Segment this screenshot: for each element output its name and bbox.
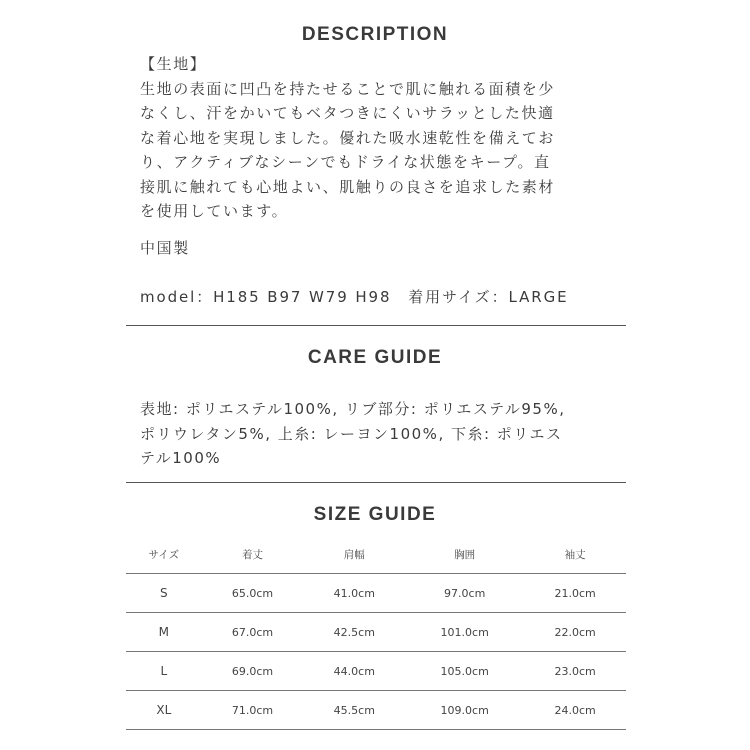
size-table-header-row	[126, 535, 626, 574]
length-cell: 71.0cm	[202, 691, 304, 730]
length-cell: 69.0cm	[202, 652, 304, 691]
size-cell: L	[126, 652, 202, 691]
chest-cell: 97.0cm	[405, 574, 524, 613]
sleeve-cell: 22.0cm	[524, 613, 626, 652]
header-size: サイズ	[148, 548, 180, 561]
size-table	[126, 535, 626, 730]
model-info: model：H185 B97 W79 H98 着用サイズ：LARGE	[140, 288, 569, 306]
material-heading: 【生地】	[140, 55, 207, 73]
sleeve-cell: 21.0cm	[524, 574, 626, 613]
size-guide-title: SIZE GUIDE	[313, 504, 437, 525]
description-line: 生地の表面に凹凸を持たせることで肌に触れる面積を少	[140, 79, 556, 98]
header-shoulder: 肩幅	[343, 548, 365, 561]
care-guide-body	[140, 397, 620, 471]
table-row	[126, 613, 626, 652]
size-cell: XL	[126, 691, 202, 730]
section-divider	[126, 325, 626, 326]
chest-cell: 105.0cm	[405, 652, 524, 691]
chest-cell: 109.0cm	[405, 691, 524, 730]
origin-text: 中国製	[140, 238, 190, 257]
table-row	[126, 652, 626, 691]
description-body	[140, 52, 620, 310]
size-cell: S	[126, 574, 202, 613]
care-guide-title: CARE GUIDE	[307, 347, 443, 368]
shoulder-cell: 42.5cm	[303, 613, 405, 652]
description-line: な着心地を実現しました。優れた吸水速乾性を備えてお	[140, 128, 556, 147]
description-title: DESCRIPTION	[301, 24, 449, 45]
care-line: テル100%	[140, 449, 222, 467]
header-chest: 胸囲	[454, 548, 476, 561]
shoulder-cell: 41.0cm	[303, 574, 405, 613]
care-line: 表地: ポリエステル100%, リブ部分: ポリエステル95%,	[140, 400, 566, 418]
shoulder-cell: 44.0cm	[303, 652, 405, 691]
table-row	[126, 574, 626, 613]
section-divider	[126, 482, 626, 483]
shoulder-cell: 45.5cm	[303, 691, 405, 730]
chest-cell: 101.0cm	[405, 613, 524, 652]
sleeve-cell: 24.0cm	[524, 691, 626, 730]
size-cell: M	[126, 613, 202, 652]
sleeve-cell: 23.0cm	[524, 652, 626, 691]
length-cell: 67.0cm	[202, 613, 304, 652]
header-length: 着丈	[242, 548, 264, 561]
description-line: り、アクティブなシーンでもドライな状態をキープ。直	[140, 153, 551, 171]
description-line: を使用しています。	[140, 202, 289, 220]
description-line: なくし、汗をかいてもベタつきにくいサラッとした快適	[140, 104, 555, 122]
length-cell: 65.0cm	[202, 574, 304, 613]
description-line: 接肌に触れても心地よい、肌触りの良さを追求した素材	[140, 177, 556, 196]
care-line: ポリウレタン5%, 上糸: レーヨン100%, 下糸: ポリエス	[140, 424, 563, 443]
table-row	[126, 691, 626, 730]
header-sleeve: 袖丈	[564, 548, 586, 561]
